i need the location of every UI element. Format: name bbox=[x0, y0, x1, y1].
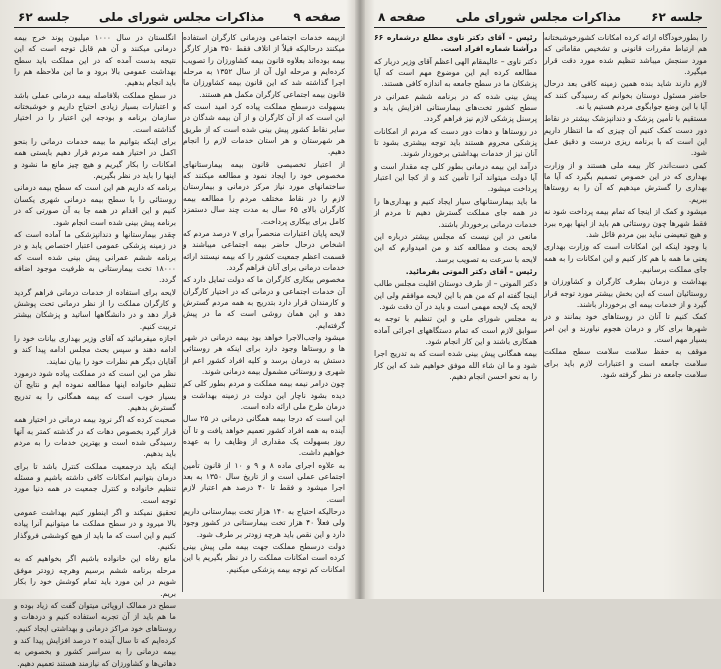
paragraph: ازبیمه خدمات اجتماعی ودرمانی کارگران استفاده میکنند درحالیکه قبلاً از اتلاف فقط ۳۵۰ هزار کارگر بیمه بوده‌اند بعلاوه قانون بیمه کشاورزان را تصویب کرده‌ایم و مرحله اول آن از سال ۱۳۵۲ به مرحله اجرا گذاشته شد که این قانون بیمه کشاورزان ما قانون بیمه اجتماعی کارگران مکمل هم هستند. bbox=[183, 33, 345, 99]
speaker-line: رئیس – آقای دکتر الموتی بفرمائید. bbox=[405, 266, 537, 276]
paragraph: صحبت کرده که اگر نرود بیمه درمانی در اختیار همه قرار گیرد بخصوص دهات که در گذشته کمتر به آنها رسیدگی شده است و بهترین خدمات را به مردم باید بدهیم. bbox=[14, 415, 176, 459]
paragraph: لازم دارند شاید بنده همین زمینه کافی بعد درحال حاضر مسئول دوستان بخوانم که رسیدگی کنند که آیا با این وضع جوابگوی مردم هستیم یا نه. bbox=[544, 79, 707, 112]
page-header bbox=[14, 8, 345, 28]
paragraph: درحالیکه احتیاج به ۱۴۰ هزار تخت بیمارستانی داریم ولی فعلاً ۴۰ هزار تخت بیمارستانی در کشور وجود دارد و این نقص باید هرچه زودتر بر طرف شود. bbox=[183, 507, 345, 539]
paragraph: میشود و کمک از اینجا که تمام بیمه پرداخت شود نه فقط شهرها چون روستائی هم باید از اینها بهره ببرد و هیچ تبعیضی نباید بین مردم قائل شد. bbox=[544, 207, 707, 239]
paragraph: تحقیق نمیکند و اگر اینطور کنیم بهداشت عمومی بالا میرود و در سطح مملکت ما میتوانیم آنرا پیاده کنیم و این است که ما باید از هیچ کوششی فروگذار نکنیم. bbox=[14, 508, 176, 552]
paragraph: دکتر ناوی – عالیمقام الهی اعظم آقای وزیر دربار که مطالعه کرده ایم این موضوع مهم است که آیا پزشکان ما در سطح جامعه به اندازه کافی هستند. bbox=[374, 56, 537, 89]
paragraph: چقدر بیمارستانها و دندانپزشکی ما آماده است که در زمینه پزشکی عمومی اعتبار اختصاص یابد و در برنامه ششم عمرانی پیش بینی شده است که ۱۸۰۰۰ تخت بیمارستانی به ظرفیت موجود اضافه گردد. bbox=[14, 229, 176, 285]
text-column-left bbox=[14, 32, 177, 668]
page-8 bbox=[364, 0, 721, 599]
paragraph: برنامه که داریم هم این است که سطح بیمه درمانی روستائی را با سطح بیمه درمانی شهری یکسان کنیم و این اقدام در همه جا به آن صورتی که در برنامه پیش بینی شده است انجام شود. bbox=[14, 183, 176, 227]
page-number: صفحه ۹ bbox=[293, 10, 341, 24]
paragraph: دولت درسطح مملکت جهت بیمه ملی پیش بینی کرده است امکانات مملکت را در نظر بگیریم با این امکانات کم توجه بیمه پزشکی میکنیم. bbox=[183, 542, 345, 574]
text-column-right bbox=[543, 32, 707, 592]
paragraph: اجازه میفرمائید که آقای وزیر بهداری بیانات خود را ادامه دهند و سپس بحث مجلس ادامه پیدا کند و آقایان دیگر هم نظرات خود را بیان نمایند. bbox=[14, 333, 176, 366]
text-columns bbox=[374, 32, 707, 592]
paragraph: کرده‌ایم که تا سال آینده ۲ درصد افزایش پیدا کند و بیمه درمانی را به سراسر کشور و بخصوص به دهاتی‌ها و کشاورزان که نیازمند هستند تعمیم دهیم. bbox=[14, 635, 176, 668]
paragraph: بیمه همگانی پیش بینی شده است که به تدریج اجرا شود و ما ان شاء الله موفق خواهیم شد که این کار را به نحو احسن انجام دهیم. bbox=[374, 349, 537, 381]
paragraph: با وجود اینکه این امکانات است که وزارت بهداری یعنی ما همه با هم کار کنیم و این امکانات را به همه جای مملکت برسانیم. bbox=[544, 242, 707, 274]
paragraph: نظر من این است که در مملکت پیاده شود درمورد تنظیم خانواده اینها مطالعه نموده ایم و نتایج آن بسیار خوب است که بیمه همگانی را به تدریج گسترش بدهیم. bbox=[14, 368, 176, 412]
paragraph: لایحه پایان اعتبارات منحصراً برای ۷ درصد مردم که اشخاص درحال حاضر بیمه اجتماعی میباشند و قسمت اعظم جمعیت کشور را که بیمه نیستند ارائه خدمات درمانی برای آنان فراهم گردد. bbox=[183, 228, 345, 272]
text-column-left bbox=[374, 32, 537, 592]
paragraph: دکتر الموتی – از طرف دوستان اقلیت مجلس طالب اینجا گفته ام که من هم با این لایحه موافقم ولی این لایحه یک لایحه مهمی است و باید در آن دقت شود. bbox=[374, 279, 537, 311]
paragraph: مستقیم با تأمین پزشک و دندانپزشک بیشتر در نقاط دور دست کمک کنیم آن چیزی که ما انتظار داریم این است که با برنامه ریزی درست و دقیق عمل شود. bbox=[544, 114, 707, 158]
paragraph: مخصوص بیکاری کارگران ما که دولت تمایل دارد که آن خدمات اجتماعی و درمانی که در اختیار کارگران و کارمندان قرار دارد بتدریج به همه مردم گسترش دهد و این همان روشی است که ما در پیش گرفته‌ایم. bbox=[183, 275, 345, 330]
paragraph: میشود واجب‌الاجرا خواهد بود بیمه درمانی در شهر ها و روستاها وجود دارد برای اینکه هر روستائی دستش به درمان برسد و کلیه افراد کشور اعم از شهری و روستائی مشمول بیمه درمانی شوند. bbox=[183, 332, 345, 376]
paragraph: را بطورخودآگاه ارائه کرده امکانات کشورخوشبختانه هم ارتباط مقررات قانونی و تشخیص مقاماتی که مورد سنجش میباشد تنظیم شده مورد دقت قرار میگیرد. bbox=[544, 33, 707, 77]
paragraph: بسهولت درسطح مملکت پیاده کرد امید است که این است که از آن کارگران و از آن بیمه شدگان در سایر نقاط کشور پیش بینی شده است که از طریق هر شهرستان و هر استان خدمات لازم را انجام دهیم. bbox=[183, 102, 345, 157]
paragraph: در روستاها و دهات دور دست که مردم از امکانات پزشکی محروم هستند باید توجه بیشتری بشود تا آنان نیز از خدمات بهداشتی برخوردار شوند. bbox=[374, 126, 537, 159]
paragraph: سطح در ممالک اروپائی میتوان گفت که زیاد بوده و ما هم باید از آن تجربه استفاده کنیم و دردهات و روستاهای خود مراکز درمانی و بهداشتی ایجاد کنیم. bbox=[14, 600, 176, 633]
paragraph: بهداشت و درمان بطرف کارگران و کشاورزان و روستائیان است که این بخش بیشتر مورد توجه قرار گیرد و از خدمات بیمه ای برخوردار باشند. bbox=[544, 277, 707, 309]
paragraph: انگلستان در سال ۱۰۰۰ میلیون پوند خرج بیمه درمانی میکنند و آن هم قابل توجه است که این نتیجه بدست آمده که در این مملکت باید سطح بهداشت عمومی بالا برود و ما این ملاحظه هم را باید انجام بدهیم. bbox=[14, 33, 177, 88]
paragraph: برای اینکه بتوانیم ما بیمه خدمات درمانی را بنحو اکمل در اختیار همه مردم قرار دهیم بایستی همه امکانات را بکار گیریم و هیچ چیز مانع ما نشود و اینها را باید در نظر بگیریم. bbox=[14, 137, 176, 181]
speaker-line: رئیس – آقای دکتر ناوی مطلع درشماره ۶۶ درآشنا شماره افراد است. bbox=[374, 33, 537, 54]
paragraph: کمی دست‌اندر کار بیمه ملی هستند و از وزارت بهداری که در این خصوص تصمیم بگیرد که آیا ما بهداری را گسترش میدهیم که آن را به روستاها ببریم. bbox=[544, 160, 707, 204]
session-number: جلسه ۶۲ bbox=[651, 10, 703, 24]
paragraph: در سطح مملکت بلافاصله بیمه درمانی عملی باشد و اعتبارات بسیار زیادی احتیاج داریم و خوشبختانه سازمان برنامه و بودجه این اعتبار را در اختیار گذاشته است. bbox=[14, 90, 176, 134]
session-number: جلسه ۶۲ bbox=[18, 10, 70, 24]
paragraph: مانع رفاه این خانواده باشیم اگر بخواهیم که به مرحله برنامه ششم برسیم وهرچه زودتر موفق شویم در این مورد باید تمام کوشش خود را بکار بریم. bbox=[14, 554, 176, 598]
paragraph: درآمد این بیمه درمانی بطور کلی چه مقدار است و آیا دولت میتواند آنرا تأمین کند و از کجا این اعتبار پرداخت میشود. bbox=[374, 161, 537, 194]
paragraph: ما باید بیمارستانهای سیار ایجاد کنیم و بهداری‌ها را در همه جای مملکت گسترش دهیم تا مردم از خدمات درمانی برخوردار باشند. bbox=[374, 196, 537, 229]
paragraph: لایحه برای استفاده از خدمات درمانی فراهم گردید و کارگران مملکت را از نظر درمانی تحت پوشش قرار دهد و در دانشگاهها اساتید و پزشکان بیشتر تربیت کنیم. bbox=[14, 287, 176, 331]
page-number: صفحه ۸ bbox=[378, 10, 426, 24]
page-9 bbox=[0, 0, 357, 668]
paragraph: چون درامر نیمه بیمه مملکت و مردم بطور کلی کم دیده بشود ناچار این دولت در زمینه بهداشت و درمان طرح ملی ارائه داده است. bbox=[183, 379, 345, 411]
paragraph: کمک کنیم تا آنان در روستاهای خود بمانند و در شهرها برای کار و درمان هجوم نیاورند و این امر بسیار مهم است. bbox=[544, 312, 707, 344]
paragraph: پیش بینی شده که در برنامه ششم عمرانی در سطح کشور تخت‌های بیمارستانی افزایش یابد و پرسنل پزشکی لازم نیز فراهم گردد. bbox=[374, 91, 537, 124]
paragraph: به علاوه اجرای ماده ۸ و ۹ و ۱۰ از قانون تأمین اجتماعی عملی است و از تاریخ سال ۱۳۵۰ به بعد اجرا میشود و فقط تا ۴۰ درصد هم اعتبار لازم است. bbox=[183, 460, 346, 504]
paragraph: این است که درجا بیمه همگانی درمانی در ۲۵ سال آینده به همه افراد کشور تعمیم خواهد یافت و تا آن روز بسهولت یک مقداری از وظایف را به عهده خواهیم داشت. bbox=[183, 414, 346, 458]
paragraph: اینکه باید درجمعیت مملکت کنترل باشد تا برای درمان بتوانیم امکانات کافی داشته باشیم و مسئله تنظیم خانواده و کنترل جمعیت در همه دنیا مورد توجه است. bbox=[14, 461, 176, 505]
text-column-right bbox=[182, 32, 345, 592]
paragraph: مانعی در این نیست که مجلس بیشتر درباره این لایحه بحث و مطالعه کند و من امیدوارم که این لایحه با سرعت به تصویب برسد. bbox=[374, 231, 537, 264]
publication-title: مذاکرات مجلس شورای ملی bbox=[455, 10, 622, 24]
paragraph: موقف به حفظ سلامت سلامت سطح مملکت سلامت جامعه است و اعتبارات لازم باید برای سلامت جامعه در نظر گرفته شود. bbox=[544, 347, 707, 379]
text-columns bbox=[14, 32, 346, 668]
publication-title: مذاکرات مجلس شورای ملی bbox=[98, 10, 265, 24]
paragraph: به مجلس شورای ملی و این تنظیم با توجه به سوابق لازم است که تمام دستگاههای اجرائی آماده همکاری باشند و این کار انجام شود. bbox=[374, 314, 537, 346]
paragraph: از اعتبار تخصیصی قانون بیمه بیمارستانهای مخصوص خود را ایجاد نمود و مطالعه میکنند که ساختمانهای مورد نیاز مرکز درمانی و بیمارستان لازم را در نقاط مختلف مردم را مطالعه بیمه کارگران بالای ۶۵ سال به مدت چند سال دستمزد کامل برای بیکاری پرداخت. bbox=[183, 159, 345, 226]
page-header bbox=[374, 8, 707, 28]
